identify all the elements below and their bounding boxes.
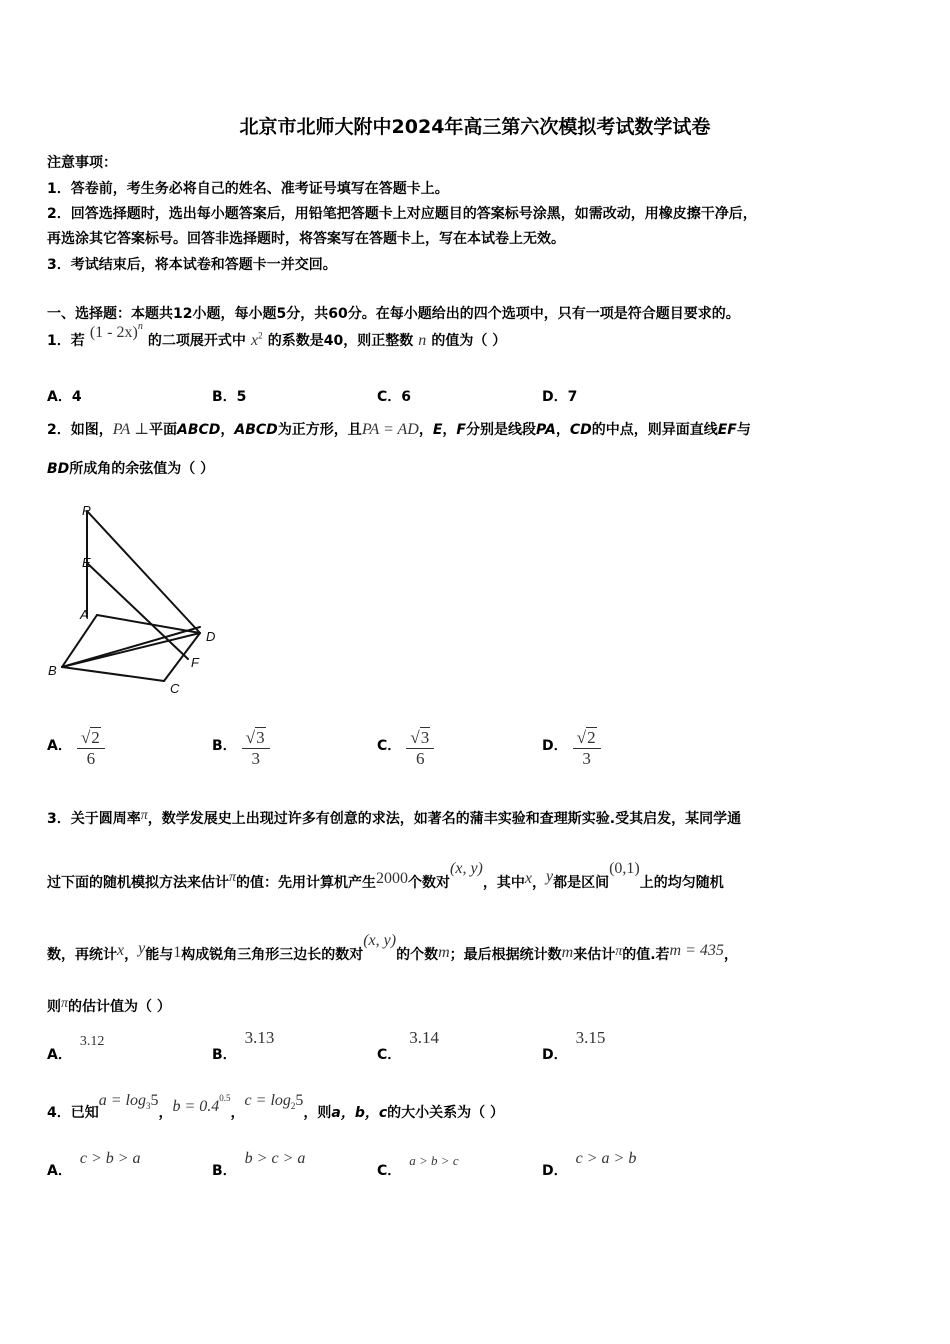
q1-mid: 的二项展开式中 bbox=[147, 333, 246, 349]
question-4: 4．已知$a = \log_35$，$b = 0.4^{0.5}$，$c = \log_25$，则a，b，c的大小关系为（ ） bbox=[47, 1092, 505, 1121]
q2-cd: CD bbox=[569, 422, 592, 438]
q2-option-c[interactable]: C． $\frac{√3}{6}$ bbox=[377, 728, 434, 769]
q2-pa: PA bbox=[536, 422, 556, 438]
q2-line2: 所成角的余弦值为（ ） bbox=[69, 461, 215, 477]
q2-option-d[interactable]: D． $\frac{√2}{3}$ bbox=[542, 728, 601, 769]
q1-option-d[interactable]: D．7 bbox=[542, 389, 578, 405]
question-3-line-2: 过下面的随机模拟方法来估计π的值：先用计算机产生2000个数对(x, y)，其中x，y都是区间(0,1)上的均匀随机 bbox=[47, 860, 724, 891]
q1-pre: 1．若 bbox=[47, 333, 85, 349]
q2-t4: ， bbox=[418, 422, 433, 438]
q4-option-a[interactable]: A．c > b > a bbox=[47, 1150, 141, 1179]
q1-option-b[interactable]: B．5 bbox=[212, 389, 247, 405]
edge-bc bbox=[62, 667, 164, 681]
q2-abcd1: ABCD bbox=[177, 422, 221, 438]
question-2-line-2 bbox=[47, 458, 214, 478]
q1-exp: n bbox=[137, 320, 143, 332]
pi-symbol: π bbox=[140, 808, 148, 823]
q2-t3: 为正方形，且 bbox=[277, 422, 362, 438]
label-d: D bbox=[206, 629, 216, 644]
q4-option-b[interactable]: B．b > c > a bbox=[212, 1150, 306, 1179]
edge-pd bbox=[87, 511, 200, 633]
label-b: B bbox=[48, 663, 57, 678]
page-title: 北京市北师大附中2024年高三第六次模拟考试数学试卷 bbox=[239, 116, 711, 138]
q2-t6: 分别是线段 bbox=[466, 422, 536, 438]
q2-t5: ， bbox=[442, 422, 457, 438]
q2-f: F bbox=[456, 422, 466, 438]
question-1 bbox=[47, 320, 507, 350]
question-3-line-1: 3．关于圆周率π，数学发展史上出现过许多有创意的求法，如著名的蒲丰实验和查理斯实验.受其启发，某同学通 bbox=[47, 808, 742, 827]
q2-abcd2: ABCD bbox=[234, 422, 278, 438]
label-a: A bbox=[80, 607, 89, 622]
q2-option-a[interactable]: A． $\frac{√2}{6}$ bbox=[47, 728, 105, 769]
q1-x: x bbox=[251, 332, 259, 349]
q2-perp: PA ⊥ bbox=[112, 421, 149, 438]
q3-option-b[interactable]: B．3.13 bbox=[212, 1028, 275, 1063]
q2-e: E bbox=[432, 422, 443, 438]
notice-line-2a: 2．回答选择题时，选出每小题答案后，用铅笔把答题卡上对应题目的答案标号涂黑，如需改动，用橡皮擦干净后， bbox=[47, 206, 757, 222]
notice-line-1: 1．答卷前，考生务必将自己的姓名、准考证号填写在答题卡上。 bbox=[47, 181, 449, 197]
label-e: E bbox=[82, 555, 91, 570]
q2-t7: ， bbox=[555, 422, 570, 438]
q1-xexp: 2 bbox=[258, 330, 263, 341]
q1-post: 的系数是40，则正整数 bbox=[267, 333, 414, 349]
section-heading: 一、选择题：本题共12小题，每小题5分，共60分。在每小题给出的四个选项中，只有一项是符合题目要求的。 bbox=[47, 306, 740, 322]
q2-pre: 2．如图， bbox=[47, 422, 113, 438]
q3-option-c[interactable]: C．3.14 bbox=[377, 1028, 440, 1063]
q1-option-a[interactable]: A．4 bbox=[47, 389, 82, 405]
q2-t9: 与 bbox=[736, 422, 751, 438]
q2-eq: PA = AD bbox=[361, 421, 419, 438]
q1-end: 的值为（ ） bbox=[431, 333, 507, 349]
q2-bd: BD bbox=[47, 461, 70, 477]
label-c: C bbox=[170, 681, 180, 696]
question-3-line-3: 数，再统计x，y能与1构成锐角三角形三边长的数对(x, y)的个数m；最后根据统计数m来估计π的值.若m = 435， bbox=[47, 932, 738, 963]
q1-expr: (1 - 2x) bbox=[89, 324, 138, 341]
q2-t8: 的中点，则异面直线 bbox=[591, 422, 718, 438]
label-f: F bbox=[191, 655, 199, 670]
q2-ef: EF bbox=[717, 422, 737, 438]
label-p: P bbox=[82, 503, 91, 518]
q2-t2: ， bbox=[220, 422, 235, 438]
q3-option-d[interactable]: D．3.15 bbox=[542, 1028, 606, 1063]
q3-option-a[interactable]: A．3.12 bbox=[47, 1034, 105, 1063]
question-2 bbox=[47, 419, 751, 439]
question-3-line-4: 则π的估计值为（ ） bbox=[47, 996, 171, 1015]
notice-line-3: 3．考试结束后，将本试卷和答题卡一并交回。 bbox=[47, 257, 337, 273]
q4-option-d[interactable]: D．c > a > b bbox=[542, 1150, 637, 1179]
q1-option-c[interactable]: C．6 bbox=[377, 389, 412, 405]
q2-t1: 平面 bbox=[149, 422, 177, 438]
q1-n: n bbox=[418, 332, 427, 349]
notice-heading: 注意事项： bbox=[47, 155, 117, 171]
q2-option-b[interactable]: B． $\frac{√3}{3}$ bbox=[212, 728, 270, 769]
q4-option-c[interactable]: C．a > b > c bbox=[377, 1153, 459, 1179]
notice-line-2b: 再选涂其它答案标号。回答非选择题时，将答案写在答题卡上，写在本试卷上无效。 bbox=[47, 231, 565, 247]
pyramid-figure bbox=[40, 495, 240, 710]
